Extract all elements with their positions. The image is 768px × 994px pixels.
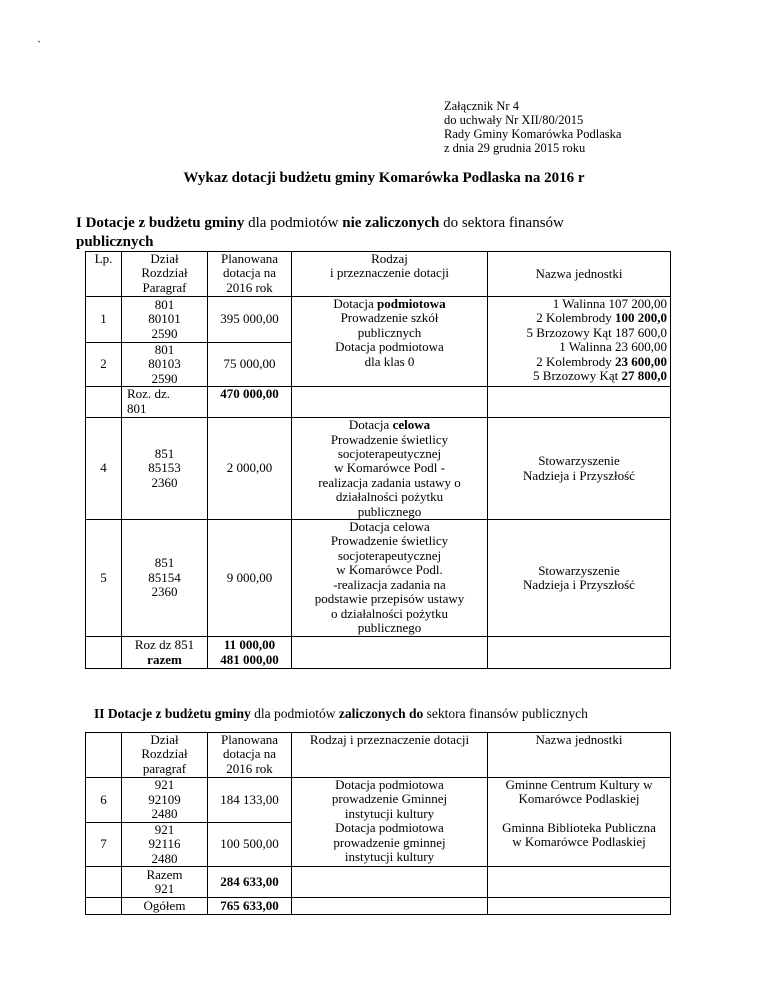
cell-line: Dotacja podmiotowa <box>335 339 444 355</box>
cell-lp: 6 <box>86 778 122 823</box>
cell-empty <box>86 867 122 898</box>
cell-line: Dotacja podmiotowa <box>335 777 444 792</box>
cell-dzial <box>122 418 208 520</box>
header-lp: Lp. <box>86 252 122 297</box>
cell-line <box>208 638 291 652</box>
cell-lp: 1 <box>86 297 122 343</box>
cell-line: 801 <box>154 296 175 312</box>
cell-line: w Komarówce Podl - <box>334 460 445 476</box>
cell-label <box>122 637 208 669</box>
annex-line: Załącznik Nr 4 <box>444 99 519 113</box>
cell-amount: 184 133,00 <box>208 778 292 823</box>
cell-nazwa <box>488 520 671 637</box>
table-header-row <box>86 733 671 778</box>
cell-rodzaj <box>292 418 488 520</box>
table-row <box>86 418 671 520</box>
cell-line: Dotacja podmiotowa <box>335 820 444 836</box>
cell-line: Nadzieja i Przyszłość <box>523 467 635 483</box>
section-2-emph: zaliczonych do <box>338 706 424 721</box>
cell-line: instytucji kultury <box>344 849 435 865</box>
cell-line: prowadzenie Gminnej <box>331 791 448 807</box>
cell-line: podstawie przepisów ustawy <box>314 591 465 607</box>
cell-lp: 2 <box>86 343 122 387</box>
cell-line: Prowadzenie szkół <box>340 310 439 326</box>
header-line: 2016 rok <box>226 279 273 295</box>
cell-amount <box>208 387 292 418</box>
header-dzial <box>122 252 208 297</box>
cell-dzial <box>122 343 208 387</box>
section-2-label: II Dotacje z budżetu gminy <box>94 706 251 721</box>
cell-emph: 27 800,0 <box>621 368 667 384</box>
cell-amount: 9 000,00 <box>208 520 292 637</box>
cell-empty <box>292 867 488 898</box>
cell-line: 2360 <box>151 584 178 600</box>
cell-lp: 7 <box>86 823 122 867</box>
cell-line: 2360 <box>151 474 178 490</box>
header-nazwa: Nazwa jednostki <box>488 252 671 297</box>
table-row <box>86 520 671 637</box>
cell-emph: 284 633,00 <box>220 874 279 890</box>
cell-emph: 765 633,00 <box>220 898 279 914</box>
annex-reference <box>444 99 621 155</box>
annex-line: Rady Gminy Komarówka Podlaska <box>444 127 622 141</box>
cell-line: Prowadzenie świetlicy <box>330 533 449 549</box>
cell-line: 92116 <box>148 836 181 852</box>
cell-dzial <box>122 297 208 343</box>
cell-line: 801 <box>127 400 147 416</box>
cell-line: 2480 <box>151 850 178 866</box>
cell-text: 5 Brzozowy Kąt <box>533 368 622 384</box>
cell-rodzaj <box>292 778 488 867</box>
cell-line <box>208 653 291 667</box>
cell-line: w Komarówce Podlaskiej <box>512 834 646 850</box>
cell-line: Stowarzyszenie <box>538 562 620 578</box>
cell-amount: 100 500,00 <box>208 823 292 867</box>
cell-line: 1 Walinna 23 600,00 <box>559 339 667 355</box>
cell-text: Dotacja <box>333 296 378 311</box>
cell-label: Ogółem <box>122 898 208 915</box>
cell-nazwa <box>488 418 671 520</box>
cell-line: publicznego <box>357 503 422 519</box>
cell-line: publicznego <box>357 619 422 635</box>
cell-line: Dotacja celowa <box>349 519 430 535</box>
cell-line: Gminna Biblioteka Publiczna <box>502 819 656 835</box>
cell-amount: 2 000,00 <box>208 418 292 520</box>
cell-empty <box>488 867 671 898</box>
header-line: dotacja na <box>222 746 277 762</box>
cell-dzial <box>122 520 208 637</box>
cell-emph: 481 000,00 <box>220 651 279 667</box>
cell-line: 5 Brzozowy Kąt 187 600,0 <box>526 324 667 340</box>
cell-line: 2590 <box>151 325 178 341</box>
subtotal-row <box>86 387 671 418</box>
cell-line: działalności pożytku <box>335 489 444 505</box>
header-planowana <box>208 733 292 778</box>
section-1-text: do sektora finansów <box>439 215 564 231</box>
cell-line: Gminne Centrum Kultury w <box>505 777 653 792</box>
annex-line: z dnia 29 grudnia 2015 roku <box>444 141 586 155</box>
cell-line: o działalności pożytku <box>331 605 448 621</box>
cell-line <box>292 297 487 311</box>
subtotal-row <box>86 637 671 669</box>
cell-line: Roz. dz. <box>127 386 170 402</box>
header-line: Planowana <box>220 732 279 747</box>
cell-emph: 470 000,00 <box>220 386 279 402</box>
cell-emph: razem <box>147 651 182 667</box>
cell-empty <box>488 387 671 418</box>
cell-amount <box>208 637 292 669</box>
cell-emph: 11 000,00 <box>223 637 276 653</box>
header-line: paragraf <box>142 760 187 776</box>
stray-mark: ` <box>37 38 41 52</box>
cell-line: 2480 <box>151 806 178 822</box>
cell-empty <box>86 898 122 915</box>
cell-line: 92109 <box>148 791 181 807</box>
header-line: Rozdział <box>141 746 188 762</box>
cell-line: Stowarzyszenie <box>538 453 620 469</box>
header-dzial <box>122 733 208 778</box>
section-1-heading <box>76 214 616 252</box>
cell-rodzaj <box>292 520 488 637</box>
cell-line: 80103 <box>148 356 181 372</box>
cell-line: socjoterapeutycznej <box>337 547 442 563</box>
cell-line: 1 Walinna 107 200,00 <box>552 296 667 311</box>
cell-dzial <box>122 778 208 823</box>
cell-line <box>488 311 667 325</box>
table-header-row <box>86 252 671 297</box>
total-row <box>86 898 671 915</box>
cell-empty <box>292 898 488 915</box>
cell-emph: celowa <box>392 417 431 433</box>
cell-label <box>122 867 208 898</box>
section-1-emph: publicznych <box>76 234 154 250</box>
header-planowana <box>208 252 292 297</box>
table-row <box>86 297 671 343</box>
header-line: Paragraf <box>142 279 187 295</box>
cell-nazwa <box>488 297 671 387</box>
cell-empty <box>86 387 122 418</box>
cell-line: Prowadzenie świetlicy <box>330 431 449 447</box>
cell-emph: podmiotowa <box>377 296 446 311</box>
header-rodzaj <box>292 252 488 297</box>
header-nazwa: Nazwa jednostki <box>488 733 671 778</box>
cell-label <box>122 387 208 418</box>
cell-line: 851 <box>154 446 175 462</box>
cell-empty <box>488 637 671 669</box>
table-row <box>86 778 671 823</box>
cell-line: Nadzieja i Przyszłość <box>523 577 635 593</box>
cell-amount <box>208 898 292 915</box>
cell-amount <box>208 867 292 898</box>
cell-line <box>122 653 207 667</box>
section-2-text: dla podmiotów <box>250 706 339 721</box>
subsidies-table-2 <box>85 732 671 915</box>
cell-line: 921 <box>154 881 175 897</box>
header-line: i przeznaczenie dotacji <box>329 265 450 281</box>
header-line: Planowana <box>220 251 279 266</box>
cell-empty <box>292 387 488 418</box>
cell-lp: 4 <box>86 418 122 520</box>
section-2-heading <box>94 706 754 722</box>
annex-line: do uchwały Nr XII/80/2015 <box>444 113 584 127</box>
cell-line: instytucji kultury <box>344 805 435 821</box>
cell-line: 2590 <box>151 370 178 386</box>
cell-line: 921 <box>154 777 175 793</box>
cell-amount: 395 000,00 <box>208 297 292 343</box>
cell-line <box>488 355 667 369</box>
section-1-emph: nie zaliczonych <box>342 215 440 231</box>
cell-rodzaj <box>292 297 488 387</box>
cell-nazwa <box>488 778 671 867</box>
cell-line: w Komarówce Podl. <box>336 562 443 578</box>
cell-line <box>488 369 667 383</box>
cell-line: 80101 <box>148 311 181 327</box>
cell-line: 921 <box>154 822 175 837</box>
header-line: dotacja na <box>222 265 277 281</box>
cell-line: -realizacja zadania na <box>333 576 446 592</box>
header-line: Dział <box>150 732 179 747</box>
cell-line: 85154 <box>148 569 181 585</box>
cell-text: Dotacja <box>348 417 393 433</box>
cell-line: 801 <box>154 342 175 357</box>
cell-amount: 75 000,00 <box>208 343 292 387</box>
header-line: 2016 rok <box>226 760 273 776</box>
cell-line: Roz dz 851 <box>134 637 195 653</box>
cell-line: prowadzenie gminnej <box>333 834 446 850</box>
header-lp <box>86 733 122 778</box>
document-title: Wykaz dotacji budżetu gminy Komarówka Podlaska na 2016 r <box>183 170 585 186</box>
cell-text: 2 Kolembrody <box>536 310 615 326</box>
cell-line: Razem <box>146 866 183 882</box>
header-line: Rozdział <box>141 265 188 281</box>
cell-line: 851 <box>154 555 175 571</box>
cell-emph: 100 200,0 <box>615 310 667 326</box>
header-line: Dział <box>150 251 179 266</box>
cell-line: realizacja zadania ustawy o <box>318 474 461 490</box>
cell-line: socjoterapeutycznej <box>337 446 442 462</box>
cell-emph: 23 600,00 <box>615 353 667 369</box>
cell-line <box>292 418 487 432</box>
cell-line: publicznych <box>357 324 422 340</box>
subsidies-table-1 <box>85 251 671 669</box>
cell-line: 85153 <box>148 460 181 476</box>
cell-lp: 5 <box>86 520 122 637</box>
cell-line: Komarówce Podlaskiej <box>518 791 640 807</box>
cell-text: 2 Kolembrody <box>536 353 615 369</box>
cell-empty <box>488 898 671 915</box>
section-1-label: I Dotacje z budżetu gminy <box>76 215 245 231</box>
header-line: Rodzaj <box>371 251 408 266</box>
cell-empty <box>86 637 122 669</box>
cell-line: dla klas 0 <box>364 353 415 369</box>
header-rodzaj: Rodzaj i przeznaczenie dotacji <box>292 733 488 778</box>
section-2-text: sektora finansów publicznych <box>423 706 588 721</box>
cell-empty <box>292 637 488 669</box>
section-1-text: dla podmiotów <box>244 215 343 231</box>
subtotal-row <box>86 867 671 898</box>
cell-dzial <box>122 823 208 867</box>
